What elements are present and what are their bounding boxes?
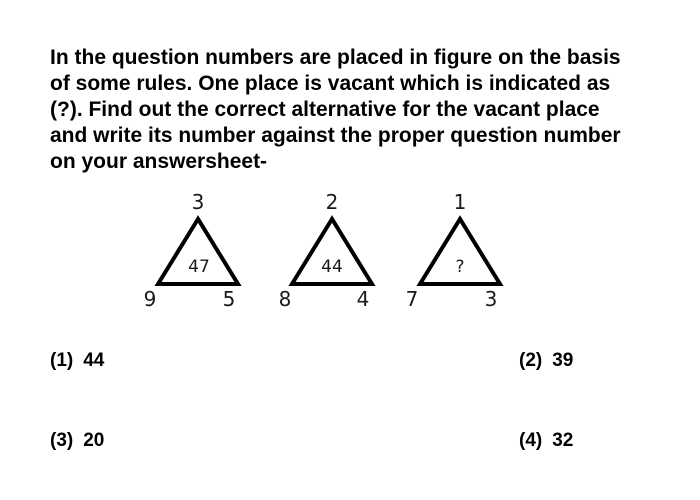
- option-value: 32: [552, 430, 574, 451]
- triangle-left-number: 7: [405, 287, 419, 311]
- option-number: (3): [50, 430, 74, 451]
- triangle-top-number: 2: [325, 190, 339, 214]
- option-2[interactable]: [519, 350, 573, 372]
- triangle-right-number: 5: [222, 287, 236, 311]
- question-line: of some rules. One place is vacant which is indicated as: [50, 72, 611, 95]
- question-line: on your answersheet-: [50, 150, 268, 173]
- question-line: In the question numbers are placed in figure on the basis: [50, 46, 621, 69]
- triangle-figure-2: [279, 190, 372, 311]
- option-1[interactable]: [50, 350, 104, 372]
- triangle-left-number: 8: [278, 287, 292, 311]
- option-number: (4): [519, 430, 543, 451]
- triangle-left-number: 9: [143, 287, 157, 311]
- triangle-right-number: 3: [484, 287, 498, 311]
- option-number: (1): [50, 350, 74, 371]
- option-value: 20: [83, 430, 105, 451]
- option-value: 39: [552, 350, 574, 371]
- triangle-top-number: 1: [453, 190, 467, 214]
- triangle-center-number: 47: [188, 257, 210, 277]
- triangle-right-number: 4: [356, 287, 370, 311]
- option-4[interactable]: [519, 430, 573, 452]
- triangle-center-number: 44: [321, 257, 343, 277]
- triangle-figure-3: [406, 190, 500, 311]
- option-number: (2): [519, 350, 543, 371]
- question-line: and write its number against the proper question number: [50, 124, 621, 147]
- triangle-figure-1: [144, 190, 238, 311]
- option-3[interactable]: [50, 430, 104, 452]
- triangle-top-number: 3: [191, 190, 205, 214]
- option-value: 44: [83, 350, 105, 371]
- question-line: (?). Find out the correct alternative for the vacant place: [50, 98, 600, 121]
- triangle-center-number: ?: [455, 257, 465, 277]
